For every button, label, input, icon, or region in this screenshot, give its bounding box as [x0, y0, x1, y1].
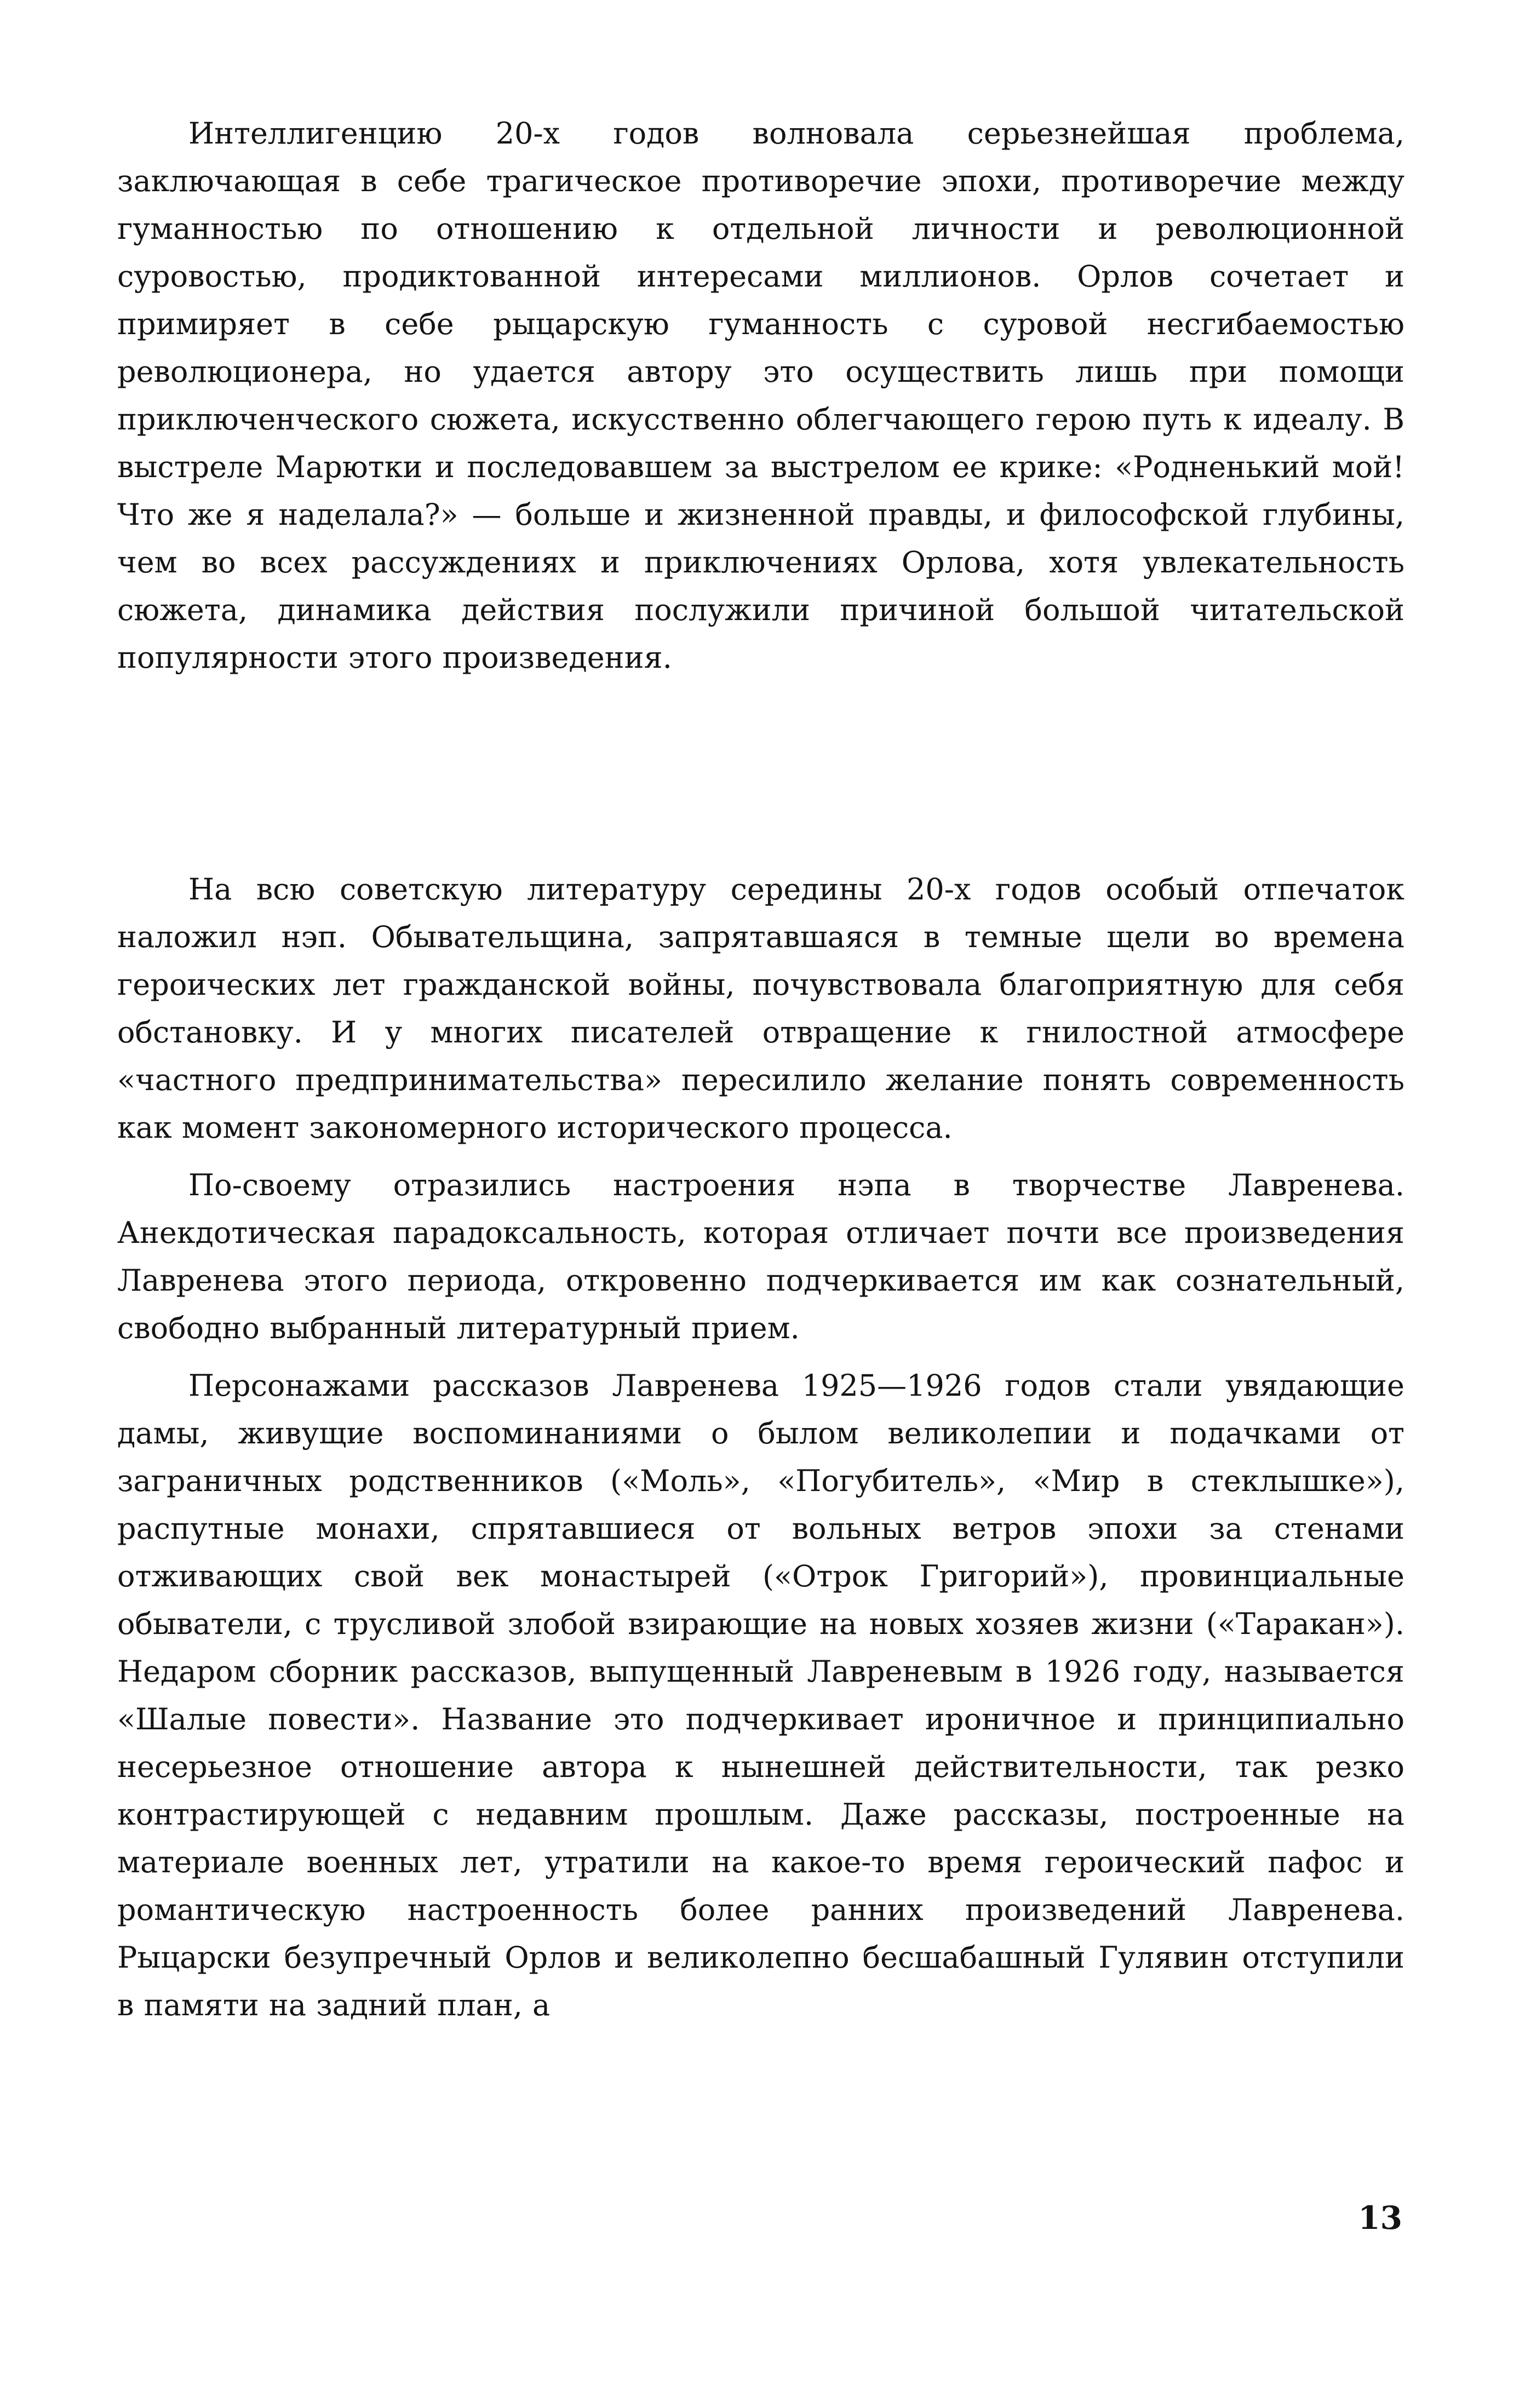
text-section-1	[117, 110, 1404, 681]
paragraph: По-своему отразились настроения нэпа в творчестве Лавренева. Анекдотическая парадоксальность, которая отличает почти все произведения Лавренева этого периода, откровенно подчеркивается им как сознательный, свободно выбранный литературный прием.	[117, 1168, 1404, 1345]
paragraph: Интеллигенцию 20-х годов волновала серьезнейшая проблема, заключающая в себе трагическое противоречие эпохи, противоречие между гуманностью по отношению к отдельной личности и революционной суровостью, продиктованной интересами миллионов. Орлов сочетает и примиряет в себе рыцарскую гуманность с суровой несгибаемостью революционера, но удается автору это осуществить лишь при помощи приключенческого сюжета, искусственно облегчающего герою путь к идеалу. В выстреле Марютки и последовавшем за выстрелом ее крике: «Родненький мой! Что же я наделала?» — больше и жизненной правды, и философской глубины, чем во всех рассуждениях и приключениях Орлова, хотя увлекательность сюжета, динамика действия послужили причиной большой читательской популярности этого произведения.	[117, 116, 1404, 675]
text-section-2	[117, 865, 1404, 2029]
paragraph: Персонажами рассказов Лавренева 1925—1926 годов стали увядающие дамы, живущие воспоминаниями о былом великолепии и подачками от заграничных родственников («Моль», «Погубитель», «Мир в стеклышке»), распутные монахи, спрятавшиеся от вольных ветров эпохи за стенами отживающих свой век монастырей («Отрок Григорий»), провинциальные обыватели, с трусливой злобой взирающие на новых хозяев жизни («Таракан»). Недаром сборник рассказов, выпущенный Лавреневым в 1926 году, называется «Шалые повести». Название это подчеркивает ироничное и принципиально несерьезное отношение автора к нынешней действительности, так резко контрастирующей с недавним прошлым. Даже рассказы, построенные на материале военных лет, утратили на какое-то время героический пафос и романтическую настроенность более ранних произведений Лавренева. Рыцарски безупречный Орлов и великолепно бесшабашный Гулявин отступили в памяти на задний план, а	[117, 1368, 1404, 2022]
paragraph: На всю советскую литературу середины 20-х годов особый отпечаток наложил нэп. Обывательщина, запрятавшаяся в темные щели во времена героических лет гражданской войны, почувствовала благоприятную для себя обстановку. И у многих писателей отвращение к гнилостной атмосфере «частного предпринимательства» пересилило желание понять современность как момент закономерного исторического процесса.	[117, 872, 1404, 1145]
page-number: 13	[1358, 2199, 1402, 2237]
